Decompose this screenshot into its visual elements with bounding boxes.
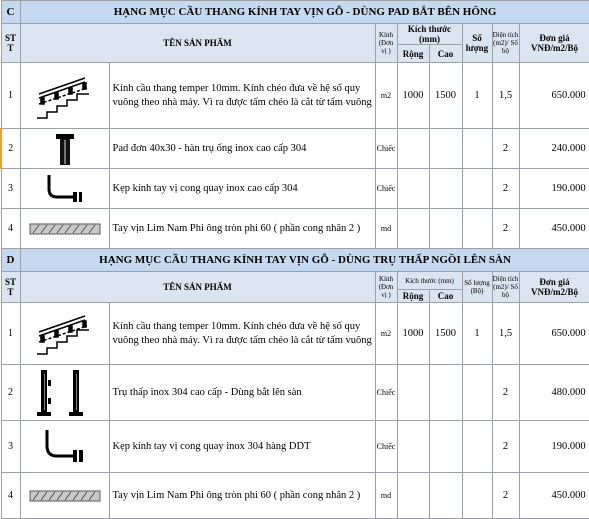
row-area: 2	[492, 169, 519, 209]
col-area: Diện tích (m2)/ Số bộ	[492, 272, 519, 303]
row-unit: Chiếc	[375, 421, 397, 473]
row-price: 650.000	[519, 63, 589, 129]
row-name: Trụ thấp inox 304 cao cấp - Dùng bắt lên sàn	[109, 365, 375, 421]
row-height	[429, 169, 462, 209]
row-qty: 1	[462, 63, 492, 129]
row-area: 2	[492, 421, 519, 473]
row-price: 480.000	[519, 365, 589, 421]
col-qty: Số lượng	[462, 24, 492, 63]
table-row	[1, 421, 589, 473]
col-width: Rộng	[397, 45, 429, 63]
row-price: 450.000	[519, 473, 589, 519]
col-stt: ST T	[1, 24, 20, 63]
row-stt: 2	[1, 365, 20, 421]
table-row	[1, 169, 589, 209]
row-width	[397, 169, 429, 209]
wood-handrail-icon	[20, 209, 109, 249]
row-height: 1500	[429, 303, 462, 365]
row-name: Tay vịn Lim Nam Phi ông tròn phi 60 ( phần cong nhân 2 )	[109, 209, 375, 249]
row-area: 1,5	[492, 303, 519, 365]
row-qty	[462, 473, 492, 519]
col-product: TÊN SẢN PHẨM	[20, 24, 375, 63]
row-name: Kính cầu thang temper 10mm. Kính chéo đưa về hệ số quy vuông theo nhà máy. Vì ra được tấm chéo là cắt từ tấm vuông	[109, 63, 375, 129]
col-height: Cao	[429, 290, 462, 303]
row-stt: 1	[1, 303, 20, 365]
col-height: Cao	[429, 45, 462, 63]
pad-icon	[20, 129, 109, 169]
row-unit: md	[375, 473, 397, 519]
table-row	[1, 473, 589, 519]
row-stt: 3	[1, 169, 20, 209]
row-stt: 4	[1, 473, 20, 519]
row-width	[397, 473, 429, 519]
section-d-header	[1, 249, 589, 272]
wood-handrail-icon	[20, 473, 109, 519]
row-qty	[462, 169, 492, 209]
col-product: TÊN SẢN PHẨM	[20, 272, 375, 303]
col-width: Rộng	[397, 290, 429, 303]
row-width: 1000	[397, 63, 429, 129]
row-width	[397, 421, 429, 473]
table-row	[1, 209, 589, 249]
low-post-icon	[20, 365, 109, 421]
section-letter: C	[1, 1, 20, 24]
row-height	[429, 365, 462, 421]
row-stt: 2	[1, 129, 20, 169]
row-price: 450.000	[519, 209, 589, 249]
table-row	[1, 63, 589, 129]
row-unit: Chiếc	[375, 365, 397, 421]
row-qty	[462, 365, 492, 421]
row-area: 2	[492, 365, 519, 421]
row-unit: m2	[375, 303, 397, 365]
row-width	[397, 129, 429, 169]
row-width	[397, 209, 429, 249]
row-area: 2	[492, 473, 519, 519]
row-unit: md	[375, 209, 397, 249]
row-unit: Chiếc	[375, 129, 397, 169]
glass-stair-icon	[20, 303, 109, 365]
col-size: Kích thước (mm)	[397, 24, 462, 45]
col-price: Đơn giá VNĐ/m2/Bộ	[519, 24, 589, 63]
row-height: 1500	[429, 63, 462, 129]
section-letter: D	[1, 249, 20, 272]
row-height	[429, 421, 462, 473]
row-qty	[462, 421, 492, 473]
col-price: Đơn giá VNĐ/m2/Bộ	[519, 272, 589, 303]
row-name: Kính cầu thang temper 10mm. Kính chéo đưa về hệ số quy vuông theo nhà máy. Vì ra được tấm chéo là cắt từ tấm vuông	[109, 303, 375, 365]
row-height	[429, 473, 462, 519]
row-unit: m2	[375, 63, 397, 129]
row-stt: 3	[1, 421, 20, 473]
col-stt: ST T	[1, 272, 20, 303]
table-row	[1, 365, 589, 421]
row-price: 190.000	[519, 421, 589, 473]
glass-stair-icon	[20, 63, 109, 129]
table-row	[1, 303, 589, 365]
row-unit: Chiếc	[375, 169, 397, 209]
row-stt: 1	[1, 63, 20, 129]
row-area: 2	[492, 209, 519, 249]
row-price: 650.000	[519, 303, 589, 365]
row-qty	[462, 129, 492, 169]
row-area: 2	[492, 129, 519, 169]
row-name: Kẹp kính tay vị cong quay inox 304 hàng DDT	[109, 421, 375, 473]
table-row	[1, 129, 589, 169]
row-price: 240.000	[519, 129, 589, 169]
row-qty	[462, 209, 492, 249]
row-name: Pad đơn 40x30 - hàn trụ ống inox cao cấp 304	[109, 129, 375, 169]
row-stt: 4	[1, 209, 20, 249]
glass-clamp-icon	[20, 421, 109, 473]
row-name: Kẹp kính tay vị cong quay inox cao cấp 304	[109, 169, 375, 209]
glass-clamp-icon	[20, 169, 109, 209]
col-qty: Số lượng (Bộ)	[462, 272, 492, 303]
row-height	[429, 129, 462, 169]
row-width: 1000	[397, 303, 429, 365]
col-unit: Kính (Đơn vị )	[375, 272, 397, 303]
section-c-header	[1, 1, 589, 24]
col-area: Diện tích (m2)/ Số bộ	[492, 24, 519, 63]
row-name: Tay vịn Lim Nam Phi ông tròn phi 60 ( phần cong nhân 2 )	[109, 473, 375, 519]
row-price: 190.000	[519, 169, 589, 209]
row-area: 1,5	[492, 63, 519, 129]
section-title: HẠNG MỤC CẦU THANG KÍNH TAY VỊN GỖ - DÙNG PAD BẮT BÊN HÔNG	[20, 1, 589, 24]
row-width	[397, 365, 429, 421]
col-unit: Kính (Đơn vị )	[375, 24, 397, 63]
col-size: Kích thước (mm)	[397, 272, 462, 290]
section-title: HẠNG MỤC CẦU THANG KÍNH TAY VỊN GỖ - DÙNG TRỤ THẤP NGỒI LÊN SÀN	[20, 249, 589, 272]
row-height	[429, 209, 462, 249]
row-qty: 1	[462, 303, 492, 365]
